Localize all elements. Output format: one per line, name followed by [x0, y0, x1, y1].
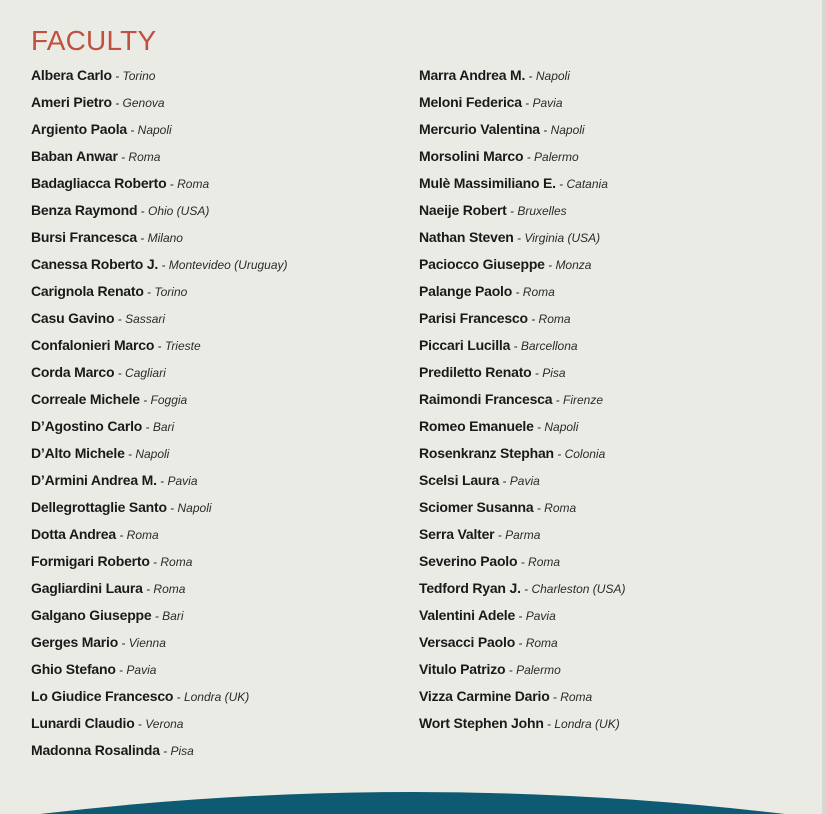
separator: -: [515, 636, 526, 650]
faculty-name: Vitulo Patrizo: [419, 661, 506, 677]
faculty-name: Argiento Paola: [31, 121, 127, 137]
faculty-city: Genova: [122, 96, 165, 110]
faculty-entry-albera-carlo: [31, 62, 288, 89]
separator: -: [505, 663, 517, 677]
faculty-name: Correale Michele: [31, 391, 140, 407]
faculty-entry-formigari-roberto: [31, 548, 288, 575]
faculty-name: Serra Valter: [419, 526, 495, 542]
faculty-name: Wort Stephen John: [419, 715, 544, 731]
separator: -: [555, 177, 567, 191]
faculty-name: Casu Gavino: [31, 310, 115, 326]
faculty-city: Roma: [177, 177, 210, 191]
faculty-name: Nathan Steven: [419, 229, 514, 245]
separator: -: [114, 312, 126, 326]
separator: -: [127, 123, 138, 137]
faculty-name: Vizza Carmine Dario: [419, 688, 550, 704]
faculty-city: Napoli: [137, 123, 172, 137]
faculty-city: Roma: [126, 528, 159, 542]
faculty-city: Napoli: [135, 447, 170, 461]
faculty-city: Vienna: [128, 636, 166, 650]
faculty-entry-scelsi-laura: [419, 467, 625, 494]
faculty-entry-vizza-carmine-dario: [419, 683, 625, 710]
separator: -: [517, 555, 529, 569]
faculty-name: Marra Andrea M.: [419, 67, 526, 83]
faculty-entry-sciomer-susanna: [419, 494, 625, 521]
faculty-city: Bari: [152, 420, 175, 434]
separator: -: [124, 447, 136, 461]
faculty-entry-lo-giudice-francesco: [31, 683, 288, 710]
faculty-entry-piccari-lucilla: [419, 332, 625, 359]
separator: -: [173, 690, 184, 704]
faculty-entry-confalonieri-marco: [31, 332, 288, 359]
faculty-name: Parisi Francesco: [419, 310, 528, 326]
faculty-city: Napoli: [550, 123, 585, 137]
separator: -: [115, 663, 127, 677]
faculty-city: Roma: [544, 501, 577, 515]
page-title: FACULTY: [31, 25, 157, 56]
faculty-name: Rosenkranz Stephan: [419, 445, 554, 461]
faculty-city: Roma: [160, 555, 193, 569]
faculty-entry-baban-anwar: [31, 143, 288, 170]
separator: -: [139, 393, 151, 407]
separator: -: [158, 258, 169, 272]
separator: -: [137, 204, 148, 218]
faculty-entry-marra-andrea-m: [419, 62, 625, 89]
faculty-name: Piccari Lucilla: [419, 337, 511, 353]
faculty-city: Cagliari: [125, 366, 166, 380]
separator: -: [515, 609, 526, 623]
faculty-entry-romeo-emanuele: [419, 413, 625, 440]
faculty-name: Scelsi Laura: [419, 472, 500, 488]
faculty-entry-d-agostino-carlo: [31, 413, 288, 440]
faculty-entry-severino-paolo: [419, 548, 625, 575]
separator: -: [520, 582, 532, 596]
faculty-name: Severino Paolo: [419, 553, 518, 569]
faculty-entry-carignola-renato: [31, 278, 288, 305]
faculty-entry-mule-massimiliano-e: [419, 170, 625, 197]
faculty-name: Tedford Ryan J.: [419, 580, 521, 596]
faculty-entry-bursi-francesca: [31, 224, 288, 251]
faculty-entry-d-alto-michele: [31, 440, 288, 467]
faculty-entry-lunardi-claudio: [31, 710, 288, 737]
faculty-name: Albera Carlo: [31, 67, 112, 83]
faculty-name: Mercurio Valentina: [419, 121, 540, 137]
faculty-city: Roma: [525, 636, 558, 650]
faculty-entry-corda-marco: [31, 359, 288, 386]
faculty-city: Roma: [538, 312, 571, 326]
faculty-city: Pavia: [167, 474, 198, 488]
faculty-entry-argiento-paola: [31, 116, 288, 143]
faculty-entry-nathan-steven: [419, 224, 625, 251]
faculty-entry-gagliardini-laura: [31, 575, 288, 602]
faculty-name: Sciomer Susanna: [419, 499, 534, 515]
separator: -: [539, 123, 551, 137]
faculty-name: Corda Marco: [31, 364, 115, 380]
separator: -: [525, 69, 536, 83]
separator: -: [510, 339, 521, 353]
separator: -: [111, 96, 123, 110]
faculty-city: Bari: [162, 609, 184, 623]
faculty-entry-morsolini-marco: [419, 143, 625, 170]
separator: -: [166, 501, 178, 515]
faculty-city: Foggia: [150, 393, 188, 407]
separator: -: [117, 150, 129, 164]
faculty-city: Colonia: [564, 447, 606, 461]
faculty-city: Londra (UK): [183, 690, 250, 704]
faculty-city: Roma: [528, 555, 561, 569]
faculty-city: Roma: [522, 285, 555, 299]
faculty-name: Palange Paolo: [419, 283, 513, 299]
separator: -: [134, 717, 146, 731]
faculty-name: Dotta Andrea: [31, 526, 116, 542]
faculty-name: Confalonieri Marco: [31, 337, 155, 353]
faculty-list-left: [31, 62, 288, 764]
faculty-name: Ameri Pietro: [31, 94, 112, 110]
separator: -: [111, 69, 123, 83]
faculty-entry-correale-michele: [31, 386, 288, 413]
faculty-entry-casu-gavino: [31, 305, 288, 332]
separator: -: [149, 555, 161, 569]
faculty-name: Versacci Paolo: [419, 634, 516, 650]
faculty-city: Pavia: [532, 96, 563, 110]
faculty-name: Carignola Renato: [31, 283, 144, 299]
faculty-city: Napoli: [544, 420, 579, 434]
separator: -: [533, 420, 545, 434]
separator: -: [521, 96, 533, 110]
faculty-city: Ohio (USA): [147, 204, 210, 218]
faculty-entry-prediletto-renato: [419, 359, 625, 386]
footer-wave-decoration: [0, 784, 825, 814]
separator: -: [151, 609, 163, 623]
faculty-name: Naeije Robert: [419, 202, 507, 218]
faculty-city: Barcellona: [520, 339, 578, 353]
separator: -: [531, 366, 543, 380]
faculty-city: Monza: [555, 258, 592, 272]
separator: -: [136, 231, 148, 245]
separator: -: [142, 582, 154, 596]
faculty-name: Madonna Rosalinda: [31, 742, 160, 758]
faculty-name: Lunardi Claudio: [31, 715, 135, 731]
separator: -: [159, 744, 171, 758]
faculty-entry-raimondi-francesca: [419, 386, 625, 413]
faculty-city: Roma: [153, 582, 186, 596]
faculty-name: Badagliacca Roberto: [31, 175, 167, 191]
faculty-city: Verona: [145, 717, 184, 731]
faculty-entry-paciocco-giuseppe: [419, 251, 625, 278]
faculty-name: D’Armini Andrea M.: [31, 472, 157, 488]
faculty-city: Torino: [154, 285, 188, 299]
faculty-city: Pavia: [525, 609, 556, 623]
separator: -: [553, 447, 565, 461]
faculty-city: Bruxelles: [517, 204, 567, 218]
separator: -: [143, 285, 155, 299]
separator: -: [543, 717, 555, 731]
faculty-name: Gagliardini Laura: [31, 580, 143, 596]
faculty-city: Firenze: [563, 393, 604, 407]
separator: -: [506, 204, 518, 218]
faculty-entry-meloni-federica: [419, 89, 625, 116]
faculty-city: Sassari: [125, 312, 166, 326]
faculty-name: Galgano Giuseppe: [31, 607, 152, 623]
faculty-entry-ameri-pietro: [31, 89, 288, 116]
faculty-city: Roma: [560, 690, 593, 704]
faculty-name: Benza Raymond: [31, 202, 138, 218]
separator: -: [142, 420, 153, 434]
faculty-entry-wort-stephen-john: [419, 710, 625, 737]
faculty-name: Baban Anwar: [31, 148, 118, 164]
faculty-name: Gerges Mario: [31, 634, 119, 650]
faculty-entry-galgano-giuseppe: [31, 602, 288, 629]
separator: -: [512, 285, 523, 299]
separator: -: [494, 528, 506, 542]
faculty-city: Catania: [566, 177, 608, 191]
faculty-name: Lo Giudice Francesco: [31, 688, 174, 704]
separator: -: [513, 231, 525, 245]
faculty-city: Palermo: [516, 663, 561, 677]
separator: -: [527, 312, 539, 326]
faculty-name: Paciocco Giuseppe: [419, 256, 545, 272]
separator: -: [552, 393, 564, 407]
faculty-entry-badagliacca-roberto: [31, 170, 288, 197]
faculty-city: Trieste: [164, 339, 201, 353]
separator: -: [114, 366, 126, 380]
faculty-entry-rosenkranz-stephan: [419, 440, 625, 467]
faculty-entry-gerges-mario: [31, 629, 288, 656]
faculty-city: Pavia: [509, 474, 540, 488]
faculty-name: Ghio Stefano: [31, 661, 116, 677]
faculty-name: Formigari Roberto: [31, 553, 150, 569]
faculty-name: Dellegrottaglie Santo: [31, 499, 167, 515]
faculty-entry-versacci-paolo: [419, 629, 625, 656]
separator: -: [523, 150, 535, 164]
faculty-name: Bursi Francesca: [31, 229, 137, 245]
faculty-entry-valentini-adele: [419, 602, 625, 629]
faculty-entry-dellegrottaglie-santo: [31, 494, 288, 521]
separator: -: [533, 501, 545, 515]
faculty-name: Raimondi Francesca: [419, 391, 553, 407]
separator: -: [156, 474, 168, 488]
faculty-name: D’Agostino Carlo: [31, 418, 143, 434]
faculty-name: Prediletto Renato: [419, 364, 532, 380]
faculty-entry-parisi-francesco: [419, 305, 625, 332]
faculty-entry-benza-raymond: [31, 197, 288, 224]
faculty-city: Roma: [128, 150, 161, 164]
faculty-city: Milano: [147, 231, 183, 245]
faculty-entry-madonna-rosalinda: [31, 737, 288, 764]
faculty-city: Pisa: [170, 744, 194, 758]
faculty-entry-dotta-andrea: [31, 521, 288, 548]
faculty-name: Meloni Federica: [419, 94, 522, 110]
faculty-city: Montevideo (Uruguay): [168, 258, 288, 272]
separator: -: [549, 690, 561, 704]
faculty-entry-ghio-stefano: [31, 656, 288, 683]
faculty-entry-canessa-roberto-j: [31, 251, 288, 278]
separator: -: [118, 636, 129, 650]
faculty-entry-mercurio-valentina: [419, 116, 625, 143]
separator: -: [499, 474, 510, 488]
faculty-city: Pavia: [126, 663, 157, 677]
faculty-entry-palange-paolo: [419, 278, 625, 305]
faculty-city: Napoli: [535, 69, 570, 83]
faculty-name: Canessa Roberto J.: [31, 256, 159, 272]
faculty-city: Napoli: [177, 501, 212, 515]
faculty-entry-naeije-robert: [419, 197, 625, 224]
faculty-entry-tedford-ryan-j: [419, 575, 625, 602]
faculty-city: Charleston (USA): [531, 582, 626, 596]
faculty-city: Londra (UK): [554, 717, 620, 731]
faculty-name: Valentini Adele: [419, 607, 516, 623]
separator: -: [544, 258, 556, 272]
faculty-list-right: [419, 62, 625, 737]
faculty-name: D’Alto Michele: [31, 445, 125, 461]
faculty-city: Virginia (USA): [524, 231, 601, 245]
faculty-city: Pisa: [542, 366, 566, 380]
faculty-name: Morsolini Marco: [419, 148, 524, 164]
separator: -: [154, 339, 165, 353]
faculty-entry-vitulo-patrizo: [419, 656, 625, 683]
faculty-city: Palermo: [534, 150, 579, 164]
separator: -: [166, 177, 178, 191]
faculty-name: Romeo Emanuele: [419, 418, 534, 434]
faculty-city: Torino: [122, 69, 156, 83]
separator: -: [115, 528, 127, 542]
faculty-entry-serra-valter: [419, 521, 625, 548]
faculty-city: Parma: [505, 528, 541, 542]
faculty-entry-d-armini-andrea-m: [31, 467, 288, 494]
faculty-name: Mulè Massimiliano E.: [419, 175, 556, 191]
